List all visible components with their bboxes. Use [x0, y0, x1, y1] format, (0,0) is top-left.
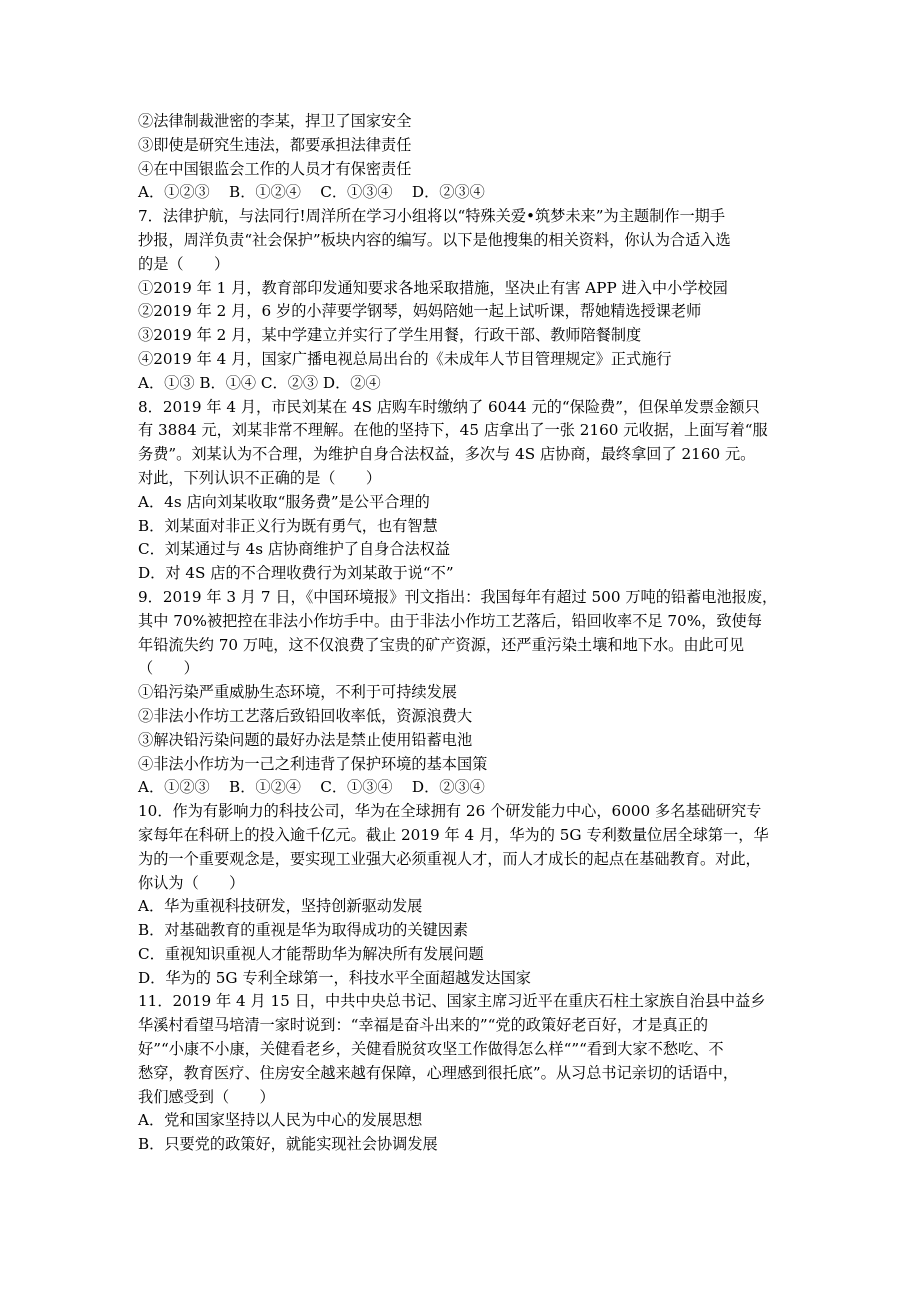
question-stem-line: 务费”。刘某认为不合理，为维护自身合法权益，多次与 4S 店协商，最终拿回了 2160 元。 — [138, 445, 756, 464]
option-b: B．刘某面对非正义行为既有勇气，也有智慧 — [138, 516, 438, 535]
question-stem-line: 8．2019 年 4 月，市民刘某在 4S 店购车时缴纳了 6044 元的“保险费”，但保单发票金额只 — [138, 397, 760, 416]
question-stem-line: 好”“小康不小康，关健看老乡，关健看脱贫攻坚工作做得怎么样“”“看到大家不愁吃、不 — [138, 1040, 724, 1059]
statement-4: ④非法小作坊为一己之利违背了保护环境的基本国策 — [138, 754, 488, 773]
question-stem-line: 其中 70%被把控在非法小作坊手中。由于非法小作坊工艺落后，铅回收率不足 70%，致使每 — [138, 611, 762, 630]
option-a: A．4s 店向刘某收取“服务费”是公平合理的 — [138, 492, 430, 511]
question-7 — [138, 205, 788, 395]
option-a: A．华为重视科技研发，坚持创新驱动发展 — [138, 897, 423, 916]
question-8 — [138, 396, 788, 586]
statement-2: ②法律制裁泄密的李某，捍卫了国家安全 — [138, 112, 412, 130]
statement-2: ②非法小作坊工艺落后致铅回收率低，资源浪费大 — [138, 706, 473, 725]
statement-1: ①铅污染严重威胁生态环境，不利于可持续发展 — [138, 683, 457, 702]
question-stem-line: 的是（ ） — [138, 254, 230, 273]
question-stem-line: 9．2019 年 3 月 7 日，《中国环境报》刊文指出：我国每年有超过 500 万吨的铅蓄电池报废， — [138, 587, 778, 606]
document-page — [138, 110, 788, 1157]
answer-options: A．①②③ B．①②④ C．①③④ D．②③④ — [138, 183, 485, 202]
question-stem-line: （ ） — [138, 659, 199, 678]
question-stem-line: 你认为（ ） — [138, 873, 245, 892]
question-stem-line: 有 3884 元，刘某非常不理解。在他的坚持下，45 店拿出了一张 2160 元收据，上面写着“服 — [138, 421, 768, 440]
question-stem-line: 愁穿，教育医疗、住房安全越来越有保障，心理感到很托底”。从习总书记亲切的话语中， — [138, 1063, 739, 1082]
statement-3: ③解决铅污染问题的最好办法是禁止使用铅蓄电池 — [138, 730, 473, 749]
statement-2: ②2019 年 2 月，6 岁的小萍要学钢琴，妈妈陪她一起上试听课，帮她精选授课老师 — [138, 302, 702, 321]
option-c: C．刘某通过与 4s 店协商维护了自身合法权益 — [138, 540, 451, 559]
statement-3: ③2019 年 2 月，某中学建立并实行了学生用餐，行政干部、教师陪餐制度 — [138, 326, 642, 345]
statement-1: ①2019 年 1 月，教育部印发通知要求各地采取措施，坚决止有害 APP 进入中小学校园 — [138, 278, 728, 297]
question-9 — [138, 586, 788, 800]
question-6-tail — [138, 110, 788, 205]
question-stem-line: 对此，下列认识不正确的是（ ） — [138, 468, 381, 487]
answer-options: A．①②③ B．①②④ C．①③④ D．②③④ — [138, 778, 485, 797]
question-10 — [138, 800, 788, 990]
option-d: D．对 4S 店的不合理收费行为刘某敢于说“不” — [138, 564, 454, 583]
statement-3: ③即使是研究生违法，都要承担法律责任 — [138, 135, 412, 154]
question-stem-line: 7．法律护航，与法同行!周洋所在学习小组将以“特殊关爱•筑梦未来”为主题制作一期手 — [138, 207, 726, 226]
question-stem-line: 抄报，周洋负责“社会保护”板块内容的编写。以下是他搜集的相关资料，你认为合适入选 — [138, 230, 731, 249]
statement-4: ④在中国银监会工作的人员才有保密责任 — [138, 159, 412, 178]
question-stem-line: 家每年在科研上的投入逾千亿元。截止 2019 年 4 月，华为的 5G 专利数量位居全球第一，华 — [138, 825, 769, 844]
question-stem-line: 年铅流失约 70 万吨，这不仅浪费了宝贵的矿产资源，还严重污染土壤和地下水。由此可见 — [138, 635, 745, 654]
answer-options: A．①③ B．①④ C．②③ D．②④ — [138, 373, 381, 392]
question-stem-line: 我们感受到（ ） — [138, 1087, 275, 1106]
option-d: D．华为的 5G 专利全球第一，科技水平全面超越发达国家 — [138, 968, 531, 987]
question-stem-line: 为的一个重要观念是，要实现工业强大必须重视人才，而人才成长的起点在基础教育。对此， — [138, 849, 761, 868]
question-stem-line: 华溪村看望马培清一家时说到：“幸福是奋斗出来的”“党的政策好老百好，才是真正的 — [138, 1016, 709, 1035]
question-11 — [138, 990, 788, 1157]
option-b: B．对基础教育的重视是华为取得成功的关键因素 — [138, 921, 469, 940]
statement-4: ④2019 年 4 月，国家广播电视总局出台的《未成年人节目管理规定》正式施行 — [138, 349, 672, 368]
option-b: B．只要党的政策好，就能实现社会协调发展 — [138, 1135, 438, 1154]
question-stem-line: 10．作为有影响力的科技公司，华为在全球拥有 26 个研发能力中心，6000 多名基础研究专 — [138, 802, 762, 821]
option-a: A．党和国家坚持以人民为中心的发展思想 — [138, 1111, 423, 1130]
option-c: C．重视知识重视人才能帮助华为解决所有发展问题 — [138, 944, 484, 963]
question-stem-line: 11．2019 年 4 月 15 日，中共中央总书记、国家主席习近平在重庆石柱土家族自治县中益乡 — [138, 992, 766, 1011]
